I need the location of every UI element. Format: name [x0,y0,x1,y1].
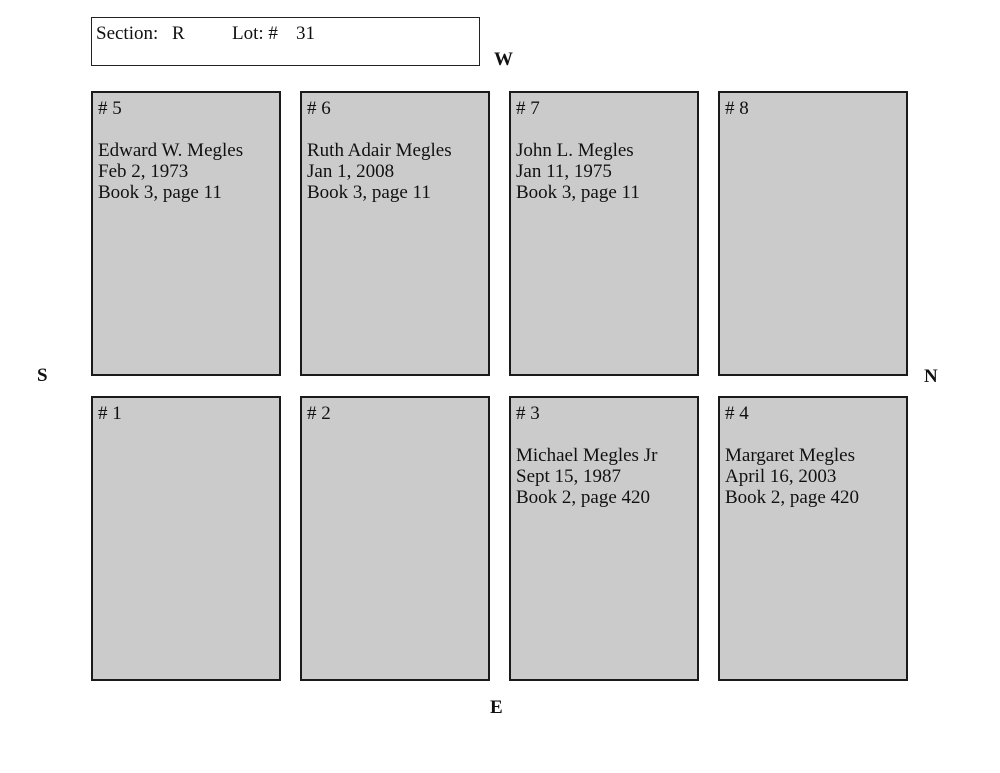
compass-east-label: E [490,697,503,718]
burial-date: Sept 15, 1987 [516,466,622,487]
grave-plot-3[interactable] [509,396,699,681]
plot-number: # 8 [725,98,749,119]
burial-book-reference: Book 2, page 420 [516,487,651,508]
compass-west-label: W [494,49,513,70]
grave-plot-2[interactable] [300,396,490,681]
compass-north-label: N [924,366,938,387]
burial-name: Ruth Adair Megles [307,140,452,161]
burial-date: April 16, 2003 [725,466,837,487]
burial-record [516,445,697,508]
burial-name: John L. Megles [516,140,634,161]
lot-label: Lot: # [232,23,278,44]
burial-record [98,140,279,203]
burial-name: Michael Megles Jr [516,445,658,466]
grave-plot-4[interactable] [718,396,908,681]
burial-book-reference: Book 3, page 11 [516,182,640,203]
plot-number: # 6 [307,98,331,119]
grave-plot-6[interactable] [300,91,490,376]
plot-number: # 2 [307,403,331,424]
plot-number: # 3 [516,403,540,424]
burial-date: Jan 1, 2008 [307,161,395,182]
plot-number: # 5 [98,98,122,119]
burial-name: Margaret Megles [725,445,855,466]
section-value: R [172,23,185,44]
section-lot-header [91,17,480,66]
burial-book-reference: Book 2, page 420 [725,487,860,508]
burial-record [725,445,906,508]
burial-book-reference: Book 3, page 11 [98,182,222,203]
burial-name: Edward W. Megles [98,140,244,161]
burial-record [516,140,697,203]
compass-south-label: S [37,365,48,386]
grave-plot-8[interactable] [718,91,908,376]
section-label: Section: [96,23,159,44]
burial-book-reference: Book 3, page 11 [307,182,431,203]
plot-number: # 4 [725,403,749,424]
plot-number: # 7 [516,98,540,119]
burial-date: Feb 2, 1973 [98,161,189,182]
grave-plot-1[interactable] [91,396,281,681]
burial-record [307,140,488,203]
burial-date: Jan 11, 1975 [516,161,612,182]
grave-plot-7[interactable] [509,91,699,376]
lot-value: 31 [296,23,315,44]
plot-number: # 1 [98,403,122,424]
grave-plot-5[interactable] [91,91,281,376]
